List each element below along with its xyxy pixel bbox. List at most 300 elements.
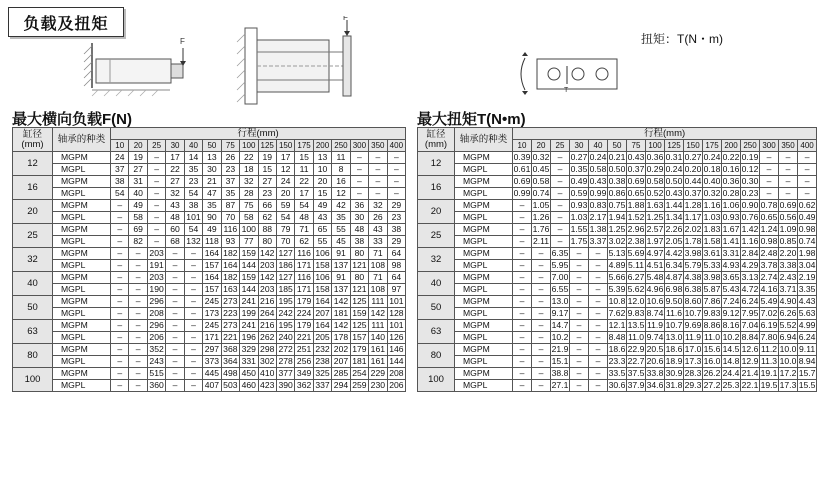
table-row [13, 356, 406, 368]
value-cell: – [184, 380, 202, 392]
value-cell: 0.22 [722, 152, 740, 163]
stroke-column-header: 300 [760, 140, 779, 152]
value-cell: 12.6 [741, 344, 759, 355]
value-cell: 58 [240, 212, 258, 224]
value-cell: 127 [276, 272, 294, 284]
value-cell: 4.90 [779, 296, 797, 307]
value-cell: 221 [221, 332, 239, 344]
bearing-type-cell: MGPL [53, 332, 111, 344]
value-cell: 179 [295, 320, 313, 332]
bearing-type-cell: MGPL [455, 236, 513, 248]
value-cell: 16 [332, 176, 350, 188]
value-cell: 6.94 [779, 332, 797, 343]
value-cell: 3.71 [779, 284, 797, 295]
value-cell: 30 [350, 212, 368, 224]
value-cell: 3.02 [608, 236, 626, 247]
value-cell: 0.23 [741, 188, 759, 199]
value-cell: 54 [295, 200, 313, 212]
value-cell: – [551, 188, 570, 200]
value-cell: 126 [387, 332, 406, 344]
value-cell: – [350, 164, 368, 176]
value-cell: 69 [129, 224, 147, 236]
value-cell: 373 [203, 356, 221, 368]
value-cell: 1.83 [703, 224, 721, 235]
bore-size-cell: 20 [13, 200, 53, 224]
value-cell: 0.24 [665, 164, 683, 175]
value-cell: 157 [203, 284, 221, 296]
value-cell: 101 [184, 212, 202, 224]
value-cell: 142 [258, 272, 276, 284]
value-cell: – [111, 380, 129, 392]
stroke-column-header: 250 [332, 140, 350, 152]
section-heading: 负载及扭矩 [8, 7, 124, 37]
value-cell: – [570, 248, 589, 260]
value-cell: 208 [387, 368, 406, 380]
value-cell: 33 [369, 236, 387, 248]
value-cell: – [589, 272, 608, 284]
value-cell: 0.16 [722, 164, 740, 175]
value-cell: – [111, 344, 129, 356]
table-row [13, 200, 406, 212]
bore-size-cell: 32 [418, 248, 455, 272]
value-cell: – [532, 320, 551, 332]
value-cell: 0.90 [741, 200, 759, 211]
value-cell: 54 [276, 212, 294, 224]
value-cell: 29 [387, 200, 406, 212]
value-cell: 21.4 [741, 368, 759, 379]
value-cell: 2.20 [779, 248, 797, 259]
value-cell: – [570, 368, 589, 380]
value-cell: 0.83 [589, 200, 607, 211]
value-cell: – [369, 164, 387, 176]
value-cell: 18.6 [608, 344, 626, 355]
lateral-load-title: 最大横向负载F(N) [12, 111, 132, 128]
value-cell: 4.43 [798, 296, 816, 307]
value-cell: 9.11 [799, 344, 816, 355]
value-cell: – [184, 248, 202, 260]
value-cell: 10.0 [779, 356, 797, 367]
value-cell: 55 [313, 236, 331, 248]
value-cell: – [589, 344, 608, 356]
value-cell: – [513, 284, 532, 296]
value-cell: 37.9 [627, 380, 645, 391]
value-cell: 4.96 [646, 284, 664, 295]
value-cell: 1.76 [532, 224, 550, 235]
value-cell: 43 [166, 200, 184, 212]
value-cell: – [532, 380, 551, 392]
value-cell: 1.03 [703, 212, 721, 223]
stroke-column-header: 50 [608, 140, 627, 152]
bearing-type-cell: MGPL [53, 236, 111, 248]
value-cell: 0.32 [532, 152, 550, 163]
value-cell: – [147, 236, 165, 248]
value-cell: 37 [221, 176, 239, 188]
stroke-column-header: 30 [570, 140, 589, 152]
value-cell: 224 [295, 308, 313, 320]
value-cell: 13.0 [665, 332, 683, 343]
value-cell: 0.61 [513, 164, 531, 175]
value-cell: 364 [221, 356, 239, 368]
value-cell: – [798, 164, 817, 176]
value-cell: 24.4 [722, 368, 740, 379]
value-cell: 22 [295, 176, 313, 188]
value-cell: 2.11 [532, 236, 550, 247]
value-cell: 460 [240, 380, 258, 392]
value-cell: 48 [295, 212, 313, 224]
value-cell: 22.1 [741, 380, 759, 391]
value-cell: 24 [111, 152, 129, 164]
value-cell: 27 [129, 164, 147, 176]
table-row [418, 380, 817, 392]
value-cell: 1.63 [646, 200, 664, 211]
bearing-type-cell: MGPL [455, 212, 513, 224]
value-cell: 118 [203, 236, 221, 248]
value-cell: 2.05 [665, 236, 683, 247]
stroke-column-header: 20 [532, 140, 551, 152]
value-cell: 22.9 [627, 344, 645, 355]
stroke-column-header: 200 [722, 140, 741, 152]
value-cell: 26 [221, 152, 239, 164]
value-cell: – [570, 344, 589, 356]
value-cell: 12 [276, 164, 294, 176]
value-cell: – [513, 368, 532, 380]
torque-title: 最大扭矩T(N•m) [417, 111, 526, 128]
value-cell: 11 [295, 164, 313, 176]
value-cell: 32 [240, 176, 258, 188]
value-cell: 10.6 [646, 296, 664, 307]
value-cell: 140 [369, 332, 387, 344]
value-cell: 0.98 [798, 224, 816, 235]
value-cell: 1.09 [779, 224, 797, 235]
value-cell: – [111, 284, 129, 296]
bearing-type-cell: MGPM [455, 176, 513, 188]
bore-size-cell: 63 [418, 320, 455, 344]
table-row [13, 284, 406, 296]
value-cell: – [184, 356, 202, 368]
stroke-column-header: 150 [276, 140, 294, 152]
value-cell: – [798, 176, 817, 188]
value-cell: 8.74 [646, 308, 664, 319]
value-cell: – [387, 176, 406, 188]
value-cell: 4.16 [760, 284, 778, 295]
value-cell: 43 [369, 224, 387, 236]
value-cell: 11.9 [646, 320, 664, 331]
bearing-type-cell: MGPM [455, 272, 513, 284]
value-cell: 10.7 [684, 308, 702, 319]
value-cell: 0.20 [684, 164, 702, 175]
bearing-type-cell: MGPM [455, 344, 513, 356]
value-cell: – [513, 356, 532, 368]
value-cell: 0.58 [646, 176, 664, 187]
value-cell: 0.78 [760, 200, 778, 211]
value-cell: 91 [332, 272, 350, 284]
table-row [13, 164, 406, 176]
value-cell: 0.52 [646, 188, 664, 199]
value-cell: 35 [221, 188, 239, 200]
value-cell: 0.37 [627, 164, 645, 175]
value-cell: 0.43 [627, 152, 645, 163]
value-cell: 203 [147, 272, 165, 284]
value-cell: 30.9 [665, 368, 683, 379]
value-cell: – [532, 284, 551, 296]
bearing-type-cell: MGPM [455, 368, 513, 380]
bore-size-cell: 16 [418, 176, 455, 200]
value-cell: 10 [313, 164, 331, 176]
value-cell: 298 [258, 344, 276, 356]
value-cell: 0.58 [532, 176, 550, 187]
value-cell: 216 [258, 320, 276, 332]
value-cell: – [798, 188, 817, 200]
value-cell: – [513, 272, 532, 284]
value-cell: 7.04 [741, 320, 759, 331]
value-cell: – [111, 224, 129, 236]
table-row [418, 260, 817, 272]
value-cell: – [532, 248, 551, 260]
table-row [13, 272, 406, 284]
value-cell: 62 [295, 236, 313, 248]
table-row [418, 164, 817, 176]
value-cell: 6.34 [665, 260, 683, 271]
table-row [418, 356, 817, 368]
value-cell: 0.74 [798, 236, 816, 247]
stroke-header: 行程(mm) [513, 128, 817, 140]
value-cell: 70 [276, 236, 294, 248]
stroke-column-header: 100 [646, 140, 665, 152]
value-cell: 59 [276, 200, 294, 212]
bore-header: 缸径 (mm) [13, 128, 53, 152]
value-cell: 128 [387, 308, 406, 320]
value-cell: 450 [240, 368, 258, 380]
value-cell: 3.78 [760, 260, 778, 271]
value-cell: – [184, 284, 202, 296]
bearing-type-cell: MGPM [455, 320, 513, 332]
value-cell: 2.84 [741, 248, 759, 259]
value-cell: 0.36 [722, 176, 740, 187]
table-row [418, 344, 817, 356]
front-mount-figure [235, 16, 360, 108]
value-cell: 62 [258, 212, 276, 224]
value-cell: 77 [240, 236, 258, 248]
value-cell: 195 [276, 320, 294, 332]
value-cell: 1.42 [741, 224, 759, 235]
value-cell: 0.56 [779, 212, 797, 223]
value-cell: 208 [147, 308, 165, 320]
value-cell: 179 [350, 344, 368, 356]
value-cell: 137 [332, 284, 350, 296]
value-cell: 390 [276, 380, 294, 392]
stroke-column-header: 150 [684, 140, 703, 152]
table-row [13, 380, 406, 392]
value-cell: 146 [387, 344, 406, 356]
value-cell: 0.40 [703, 176, 721, 187]
table-row [13, 296, 406, 308]
value-cell: 2.17 [589, 212, 607, 223]
value-cell: 10.2 [551, 332, 569, 343]
value-cell: – [589, 308, 608, 320]
value-cell: 26 [369, 212, 387, 224]
bore-size-cell: 25 [13, 224, 53, 248]
value-cell: 159 [240, 272, 258, 284]
value-cell: – [111, 320, 129, 332]
value-cell: 0.28 [722, 188, 740, 199]
value-cell: 16.0 [703, 356, 721, 367]
value-cell: 0.99 [589, 188, 607, 199]
stroke-column-header: 175 [703, 140, 722, 152]
value-cell: 0.58 [589, 164, 607, 175]
value-cell: 240 [276, 332, 294, 344]
value-cell: 216 [258, 296, 276, 308]
value-cell: 27.2 [703, 380, 721, 391]
value-cell: 142 [369, 308, 387, 320]
value-cell: – [513, 260, 532, 272]
value-cell: – [184, 368, 202, 380]
value-cell: 1.58 [703, 236, 721, 247]
value-cell: 43 [313, 212, 331, 224]
value-cell: – [111, 248, 129, 260]
value-cell: 30.6 [608, 380, 626, 391]
value-cell: – [184, 320, 202, 332]
table-row [13, 188, 406, 200]
value-cell: – [513, 308, 532, 320]
value-cell: 161 [369, 356, 387, 368]
value-cell: 4.42 [665, 248, 683, 259]
value-cell: – [147, 176, 165, 188]
table-row [13, 308, 406, 320]
value-cell: 3.65 [722, 272, 740, 283]
table-row [418, 200, 817, 212]
stroke-column-header: 125 [665, 140, 684, 152]
value-cell: 54 [184, 224, 202, 236]
value-cell: 106 [313, 272, 331, 284]
value-cell: 203 [258, 284, 276, 296]
value-cell: 15 [313, 188, 331, 200]
value-cell: 97 [387, 284, 406, 296]
value-cell: 0.93 [570, 200, 588, 211]
stroke-column-header: 40 [184, 140, 202, 152]
value-cell: 0.31 [665, 152, 683, 163]
value-cell: – [589, 284, 608, 296]
value-cell: 256 [295, 356, 313, 368]
value-cell: 0.76 [741, 212, 759, 223]
value-cell: 185 [276, 284, 294, 296]
value-cell: 1.26 [532, 212, 550, 223]
value-cell: 0.36 [646, 152, 664, 163]
value-cell: – [369, 152, 387, 164]
value-cell: – [147, 188, 165, 200]
torque-table [417, 127, 817, 392]
value-cell: 13 [313, 152, 331, 164]
stroke-column-header: 50 [203, 140, 221, 152]
value-cell: 108 [369, 260, 387, 272]
bearing-type-cell: MGPL [455, 380, 513, 392]
value-cell: – [760, 152, 779, 164]
table-row [418, 284, 817, 296]
stroke-column-header: 25 [147, 140, 165, 152]
bearing-type-cell: MGPM [455, 152, 513, 164]
value-cell: 7.95 [741, 308, 759, 319]
value-cell: 142 [258, 248, 276, 260]
value-cell: 202 [332, 344, 350, 356]
value-cell: – [589, 356, 608, 368]
value-cell: 159 [240, 248, 258, 260]
bearing-type-cell: MGPM [455, 296, 513, 308]
value-cell: 5.11 [627, 260, 645, 271]
value-cell: – [760, 164, 779, 176]
value-cell: 27 [258, 176, 276, 188]
value-cell: 64 [387, 272, 406, 284]
bearing-type-cell: MGPL [53, 356, 111, 368]
value-cell: 164 [221, 260, 239, 272]
value-cell: – [779, 152, 798, 164]
value-cell: 32 [369, 200, 387, 212]
value-cell: 7.24 [722, 296, 740, 307]
value-cell: 0.93 [722, 212, 740, 223]
value-cell: 8.94 [798, 356, 816, 367]
value-cell: 125 [350, 320, 368, 332]
value-cell: 20.5 [646, 344, 664, 355]
value-cell: 42 [332, 200, 350, 212]
value-cell: 49 [129, 200, 147, 212]
value-cell: 195 [276, 296, 294, 308]
bearing-type-cell: MGPL [53, 212, 111, 224]
value-cell: – [111, 260, 129, 272]
value-cell: 329 [240, 344, 258, 356]
value-cell: – [570, 272, 589, 284]
value-cell: 196 [240, 332, 258, 344]
value-cell: 23 [184, 176, 202, 188]
value-cell: 48 [350, 224, 368, 236]
stroke-column-header: 175 [295, 140, 313, 152]
bearing-type-cell: MGPM [53, 248, 111, 260]
value-cell: 30 [203, 164, 221, 176]
value-cell: – [551, 200, 570, 212]
value-cell: 203 [258, 260, 276, 272]
value-cell: 171 [295, 260, 313, 272]
value-cell: 262 [258, 332, 276, 344]
value-cell: – [513, 224, 532, 236]
value-cell: 35 [184, 164, 202, 176]
value-cell: 254 [350, 368, 368, 380]
value-cell: 25.3 [722, 380, 740, 391]
value-cell: 0.65 [760, 212, 778, 223]
value-cell: 5.66 [608, 272, 626, 283]
value-cell: 1.55 [570, 224, 588, 235]
value-cell: – [570, 308, 589, 320]
value-cell: 0.75 [608, 200, 626, 211]
value-cell: 11.0 [627, 332, 645, 343]
value-cell: 8.84 [741, 332, 759, 343]
value-cell: 515 [147, 368, 165, 380]
value-cell: – [532, 272, 551, 284]
value-cell: 17 [295, 188, 313, 200]
value-cell: 1.44 [665, 200, 683, 211]
value-cell: 5.33 [703, 260, 721, 271]
value-cell: – [589, 260, 608, 272]
value-cell: 245 [203, 296, 221, 308]
value-cell: 121 [350, 284, 368, 296]
value-cell: 0.37 [684, 188, 702, 199]
value-cell: – [129, 284, 147, 296]
value-cell: 203 [147, 248, 165, 260]
value-cell: 0.50 [608, 164, 626, 175]
value-cell: 29 [387, 236, 406, 248]
bearing-type-cell: MGPM [455, 224, 513, 236]
value-cell: 142 [332, 296, 350, 308]
value-cell: – [513, 212, 532, 224]
value-cell: 35 [203, 200, 221, 212]
table-row [13, 344, 406, 356]
value-cell: – [350, 152, 368, 164]
